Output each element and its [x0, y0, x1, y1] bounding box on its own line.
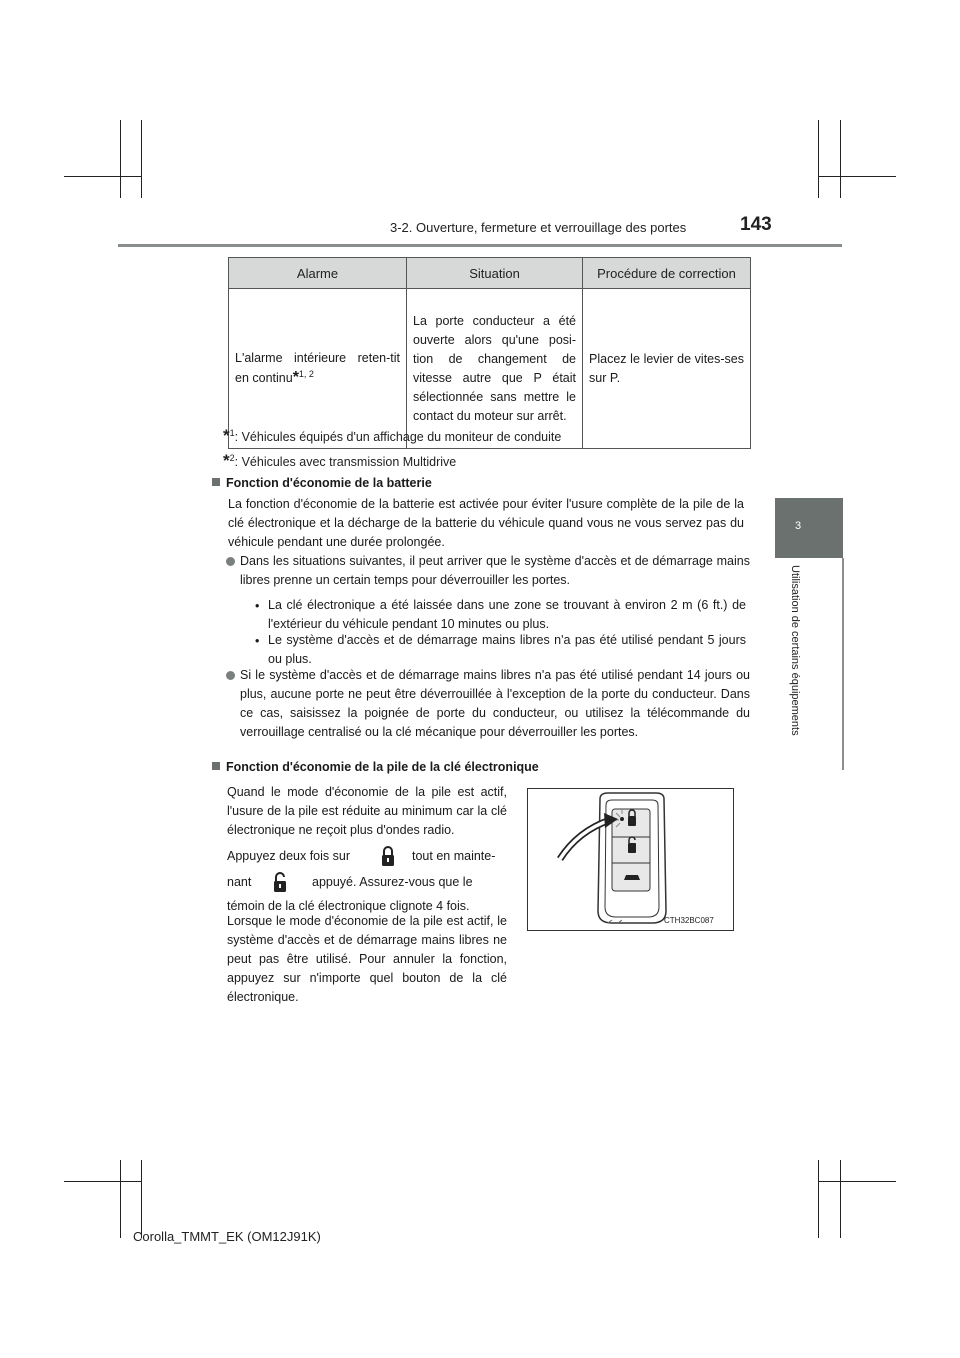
- crop-mark: [818, 176, 896, 177]
- alarm-footnote-ref: 1, 2: [298, 368, 314, 379]
- section-heading-battery: [212, 476, 432, 490]
- smart-key-illustration: [528, 789, 733, 930]
- footnote-marker: *: [223, 426, 230, 445]
- section-title: Fonction d'économie de la batterie: [226, 476, 432, 490]
- header-rule: [118, 244, 842, 247]
- alarm-table: [228, 257, 751, 449]
- footer-model: Corolla_TMMT_EK (OM12J91K): [133, 1229, 321, 1244]
- battery-sub-1: La clé électronique a été laissée dans une zone se trouvant à environ 2 m (6 ft.) de l'extérieur du véhicule pendant 10 minutes ou plus.: [268, 598, 746, 631]
- crop-mark: [141, 1160, 142, 1238]
- situation-cell: La porte conducteur a été ouverte alors qu'une posi-tion de changement de vitesse autre que P était sélectionnée sans mettre le contact du moteur sur arrêt.: [407, 289, 583, 449]
- alarm-marker: *: [292, 369, 299, 386]
- key-paragraph-2: Lorsque le mode d'économie de la pile est actif, le système d'accès et de démarrage mains libres ne peut pas être utilisé. Pour annuler la fonction, appuyez sur n'importe quel bouton de la clé électronique.: [227, 914, 507, 1004]
- crop-mark: [120, 120, 121, 198]
- sub-bullet-icon: •: [255, 599, 260, 613]
- crop-mark: [818, 1160, 819, 1238]
- alarm-text: L'alarme intérieure reten-tit en continu: [235, 351, 400, 385]
- chapter-tab: [775, 498, 843, 558]
- round-bullet-icon: [226, 557, 235, 566]
- correction-cell: Placez le levier de vites-ses sur P.: [583, 289, 751, 449]
- footnote-text: : Véhicules équipés d'un affichage du moniteur de conduite: [234, 430, 562, 444]
- footnote-2: [223, 451, 456, 471]
- key-text-while-holding: tout en mainte-: [412, 849, 496, 863]
- footnote-1: [223, 426, 561, 446]
- battery-sub-2: Le système d'accès et de démarrage mains libres n'a pas été utilisé pendant 5 jours ou plus.: [268, 633, 746, 666]
- table-header-correction: Procédure de correction: [583, 258, 751, 289]
- key-text-holding: nant: [227, 875, 252, 889]
- table-row: [229, 289, 751, 449]
- round-bullet-icon: [226, 671, 235, 680]
- crop-mark: [840, 1160, 841, 1238]
- square-bullet-icon: [212, 478, 220, 486]
- crop-mark: [64, 176, 142, 177]
- footnote-text: : Véhicules avec transmission Multidrive: [234, 455, 457, 469]
- key-text-pressed: appuyé. Assurez-vous que le: [312, 875, 473, 889]
- crop-mark: [141, 120, 142, 198]
- battery-point-1: Dans les situations suivantes, il peut arriver que le système d'accès et de démarrage mains libres prenne un certain temps pour déverrouiller les portes.: [240, 554, 750, 587]
- crop-mark: [840, 120, 841, 198]
- chapter-number: 3: [795, 520, 802, 532]
- key-text-blink: témoin de la clé électronique clignote 4 fois.: [227, 899, 470, 913]
- crop-mark: [818, 1181, 896, 1182]
- footnote-marker: *: [223, 451, 230, 470]
- square-bullet-icon: [212, 762, 220, 770]
- crop-mark: [818, 120, 819, 198]
- page-number: 143: [740, 214, 772, 235]
- key-paragraph-1: Quand le mode d'économie de la pile est actif, l'usure de la pile est réduite au minimum car la clé électronique ne reçoit plus d'ondes radio.: [227, 785, 507, 837]
- sub-bullet-icon: •: [255, 634, 260, 648]
- chapter-rule: [842, 558, 844, 770]
- footnote-number: 1: [229, 427, 235, 438]
- crop-mark: [120, 1160, 121, 1238]
- footnote-number: 2: [229, 452, 235, 463]
- lock-icon: [380, 844, 396, 868]
- figure-code: CTH32BC087: [664, 916, 714, 925]
- crop-mark: [64, 1181, 142, 1182]
- battery-intro: La fonction d'économie de la batterie est activée pour éviter l'usure complète de la pile de la clé électronique et la décharge de la batterie du véhicule quand vous ne vous servez pas du véhicule pendant une durée prolongée.: [228, 497, 744, 549]
- section-title: Fonction d'économie de la pile de la clé électronique: [226, 760, 539, 774]
- section-header-title: 3-2. Ouverture, fermeture et verrouillage des portes: [390, 220, 687, 235]
- alarm-cell: [229, 289, 407, 449]
- chapter-label: Utilisation de certains équipements: [789, 565, 801, 736]
- battery-point-2: Si le système d'accès et de démarrage mains libres n'a pas été utilisé pendant 14 jours ou plus, aucune porte ne peut être déverrouillée à l'exception de la porte du conducteur. Dans ce cas, saisissez la poignée de porte du conducteur, ou utilisez la télécommande du verrouillage centralisé ou la clé mécanique pour déverrouiller les portes.: [240, 668, 750, 739]
- unlock-icon: [272, 870, 290, 894]
- key-text-press-twice: Appuyez deux fois sur: [227, 849, 350, 863]
- table-header-alarm: Alarme: [229, 258, 407, 289]
- key-figure: [527, 788, 734, 931]
- section-heading-key: [212, 760, 539, 774]
- table-header-situation: Situation: [407, 258, 583, 289]
